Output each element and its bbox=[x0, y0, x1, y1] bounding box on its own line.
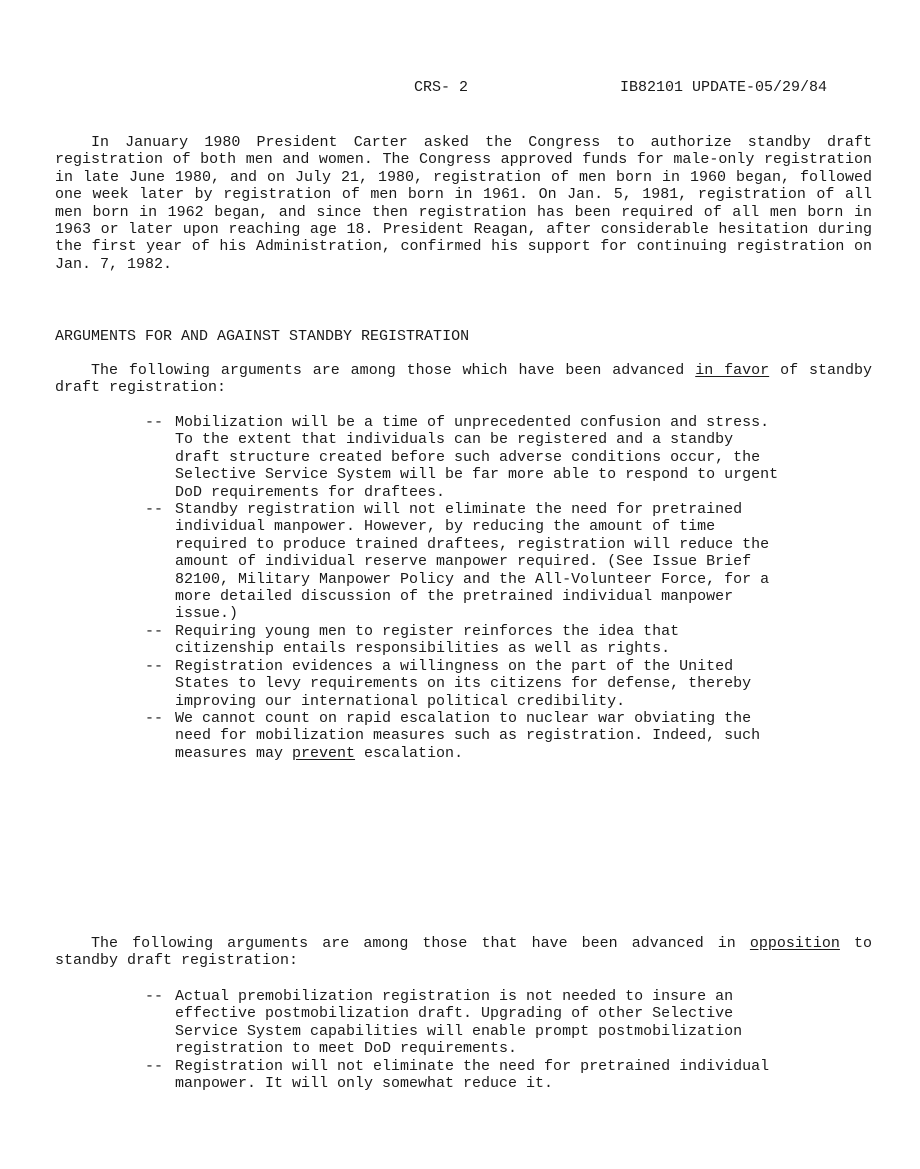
list-item bbox=[145, 1058, 785, 1093]
page-label: CRS- 2 bbox=[414, 79, 469, 96]
prevent-underlined-word: prevent bbox=[292, 744, 356, 762]
list-item bbox=[145, 988, 785, 1058]
argument-text: Mobilization will be a time of unprecedented confusion and stress. To the extent that individuals can be registered and a standby draft structure created before such adverse conditions occur, the Selective Service System will be far more able to respond to urgent DoD requirements for draftees. bbox=[175, 414, 779, 501]
dash-marker: -- bbox=[145, 709, 164, 727]
opposition-underlined-word: opposition bbox=[749, 935, 840, 952]
argument-text-end: escalation. bbox=[355, 744, 464, 762]
dash-marker: -- bbox=[145, 657, 164, 675]
favor-lead-text: The following arguments are among those which have been advanced bbox=[91, 362, 696, 379]
favor-argument-list bbox=[145, 414, 785, 762]
favor-underlined-phrase: in favor bbox=[695, 362, 770, 379]
dash-marker: -- bbox=[145, 501, 164, 519]
dash-marker: -- bbox=[145, 622, 164, 640]
favor-lead-paragraph bbox=[55, 362, 872, 397]
dash-marker: -- bbox=[145, 414, 164, 431]
argument-text: Requiring young men to register reinforces the idea that citizenship entails responsibilities as well as rights. bbox=[175, 622, 680, 658]
list-item bbox=[145, 414, 785, 501]
intro-paragraph bbox=[55, 134, 872, 273]
opposition-lead-end: to standby draft registration: bbox=[55, 935, 872, 970]
list-item bbox=[145, 623, 785, 658]
argument-text: We cannot count on rapid escalation to nuclear war obviating the need for mobilization measures such as registration. Indeed, such measures may bbox=[175, 709, 761, 762]
intro-text: In January 1980 President Carter asked the Congress to authorize standby draft registration of both men and women. The Congress approved funds for male-only registration in late June 1980, and on July 21, 1980, registration of men born in 1960 began, followed one week later by registration of men born in 1961. On Jan. 5, 1981, registration of all men born in 1962 began, and since then registration has been required of all men born in 1963 or later upon reaching age 18. President Reagan, after considerable hesitation during the first year of his Administration, confirmed his support for continuing registration on Jan. 7, 1982. bbox=[55, 134, 872, 273]
favor-lead-end: of standby draft registration: bbox=[55, 362, 872, 397]
dash-marker: -- bbox=[145, 988, 164, 1005]
opposition-lead-text: The following arguments are among those that have been advanced in bbox=[91, 935, 750, 952]
opposition-argument-list bbox=[145, 988, 785, 1092]
opposition-lead-paragraph bbox=[55, 935, 872, 970]
section-heading: ARGUMENTS FOR AND AGAINST STANDBY REGISTRATION bbox=[55, 328, 470, 345]
argument-text: Standby registration will not eliminate the need for pretrained individual manpower. However, by reducing the amount of time required to produce trained draftees, registration will reduce the amount of individual reserve manpower required. (See Issue Brief 82100, Military Manpower Policy and the All-Volunteer Force, for a more detailed discussion of the pretrained individual manpower issue.) bbox=[175, 501, 770, 623]
list-item bbox=[145, 710, 785, 762]
argument-text: Registration evidences a willingness on the part of the United States to levy requirements on its citizens for defense, thereby improving our international political credibility. bbox=[175, 657, 752, 710]
list-item bbox=[145, 501, 785, 623]
document-id: IB82101 UPDATE-05/29/84 bbox=[620, 79, 828, 96]
argument-text: Actual premobilization registration is not needed to insure an effective postmobilization draft. Upgrading of other Selective Service System capabilities will enable prompt postmobilization registration to meet DoD requirements. bbox=[175, 988, 743, 1058]
dash-marker: -- bbox=[145, 1057, 164, 1075]
list-item bbox=[145, 658, 785, 710]
argument-text: Registration will not eliminate the need for pretrained individual manpower. It will only somewhat reduce it. bbox=[175, 1057, 770, 1093]
